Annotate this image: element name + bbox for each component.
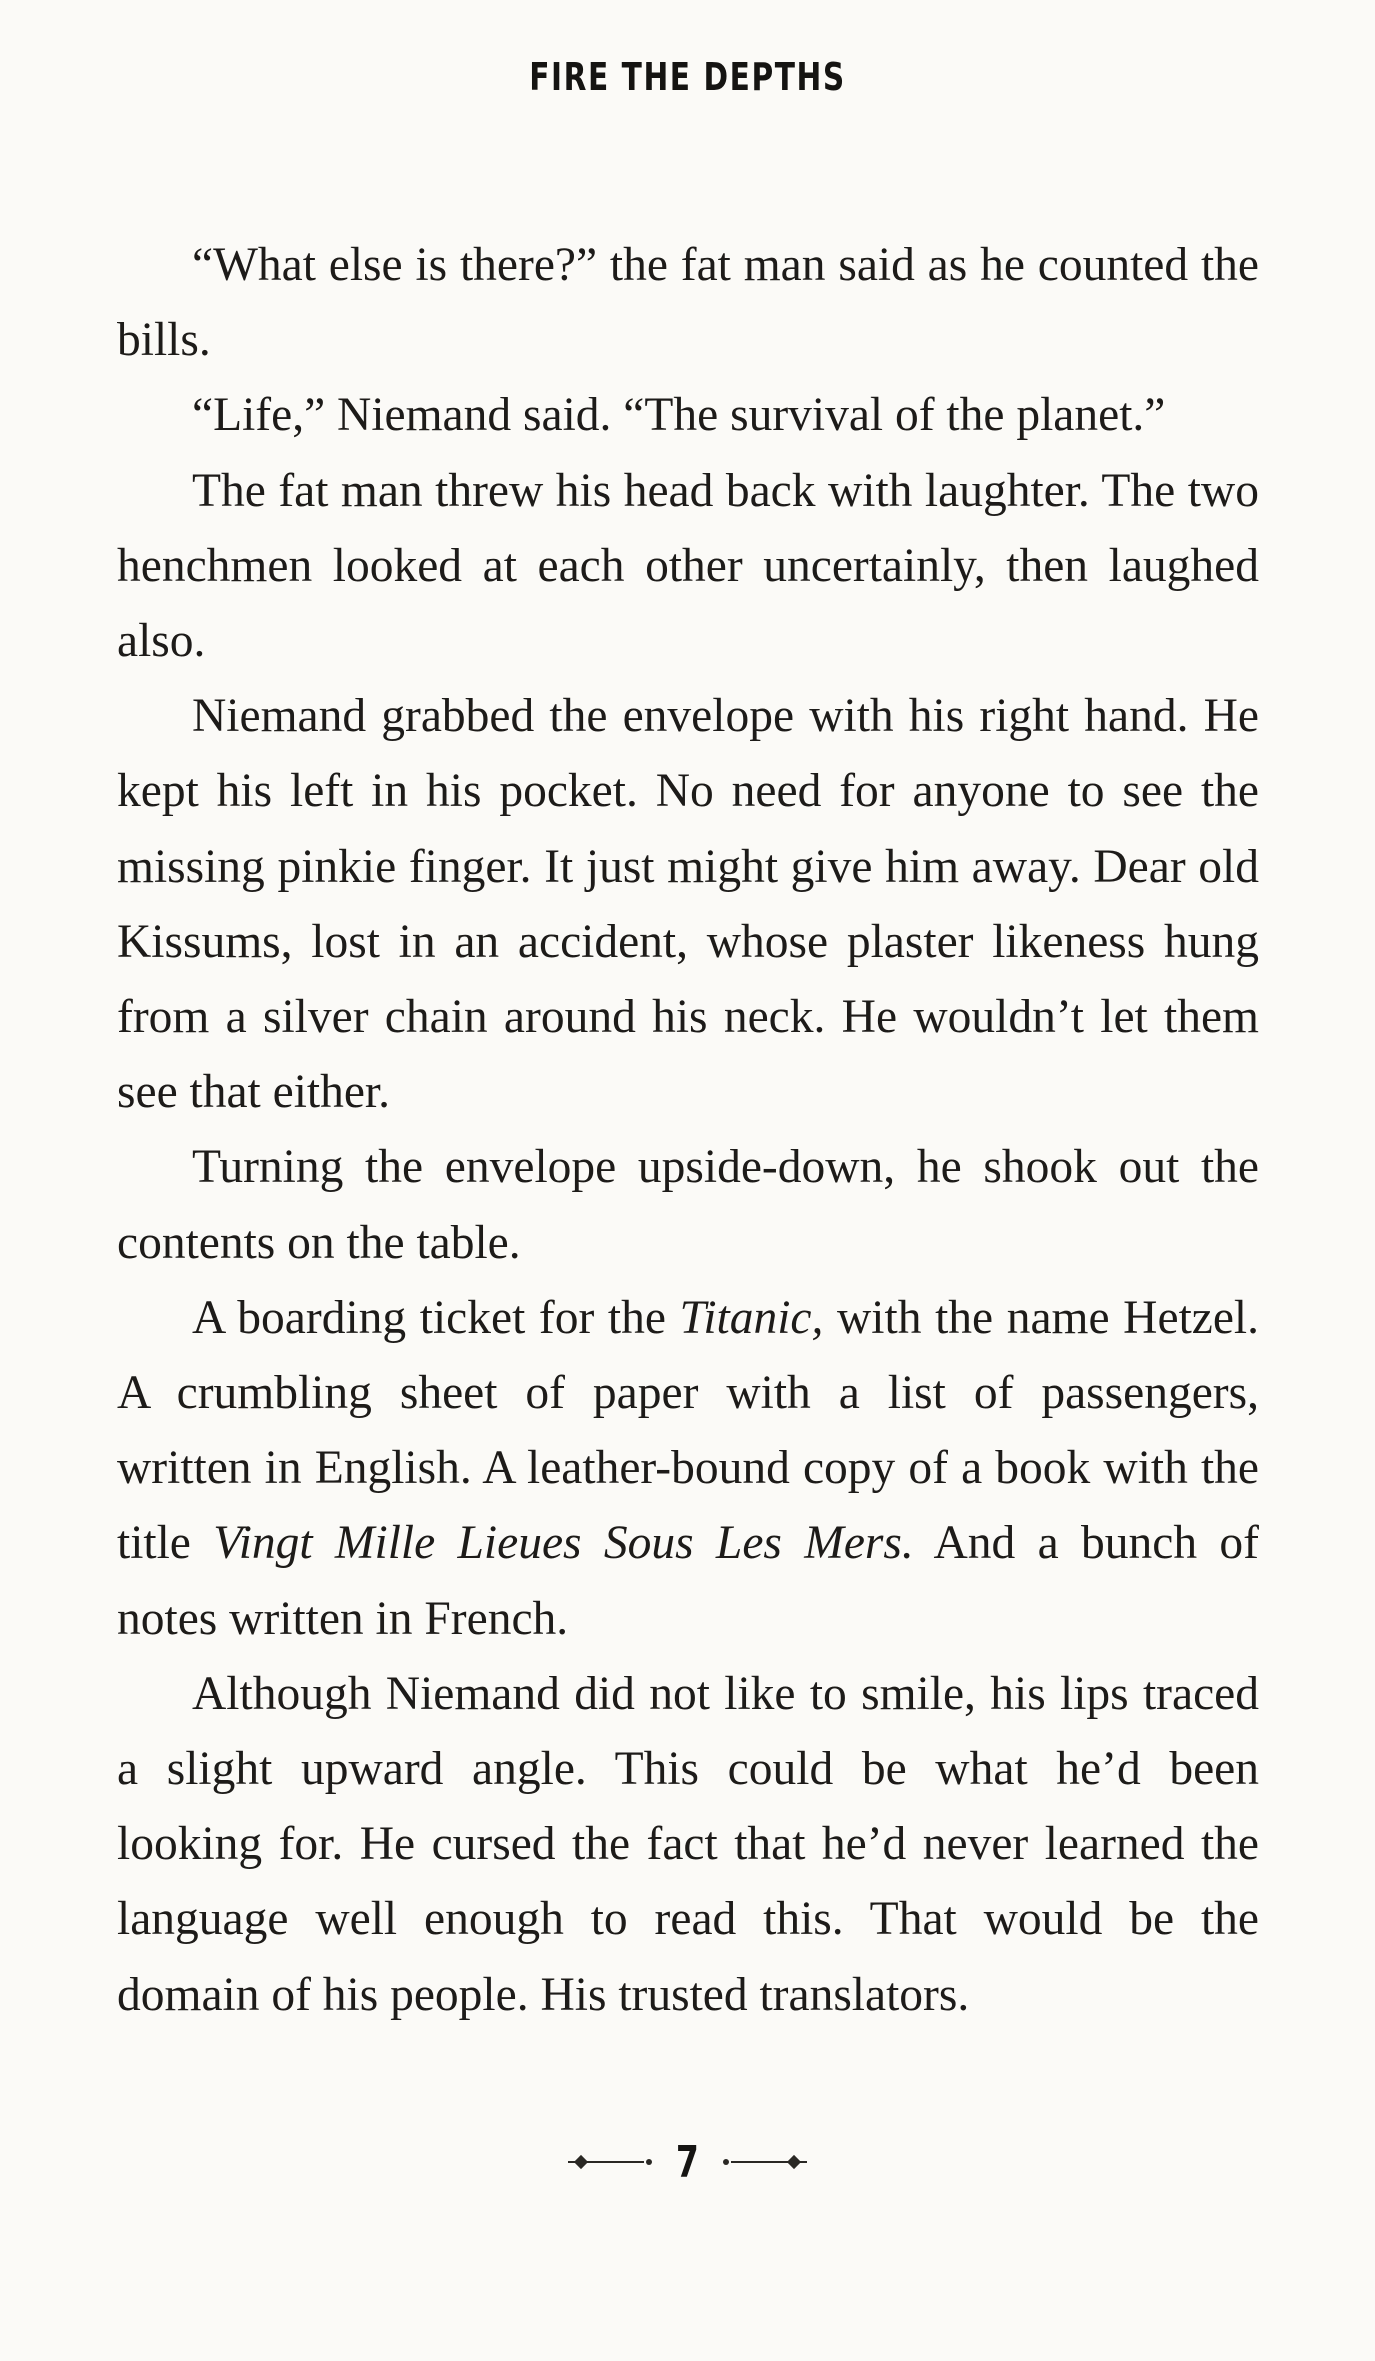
paragraph-6-part-3: And a bunch of notes written in French. [117,1517,1260,1645]
paragraph-7: Although Niemand did not like to smile, his lips traced a slight upward angle. This could be what he’d been looking for. He cursed the fact that he’d never learned the language well enough to read this. That would be the domain of his people. His trusted translators. [117,1667,1259,2021]
book-title-italic: Vingt Mille Lieues Sous Les Mers. [213,1517,914,1570]
paragraph-4: Niemand grabbed the envelope with his right hand. He kept his left in his pocket. No need for anyone to see the missing pinkie finger. It just might give him away. Dear old Kissums, lost in an accident, whose plaster likeness hung from a silver chain around his neck. He wouldn’t let them see that either. [117,690,1259,1119]
right-ornament-icon [725,2152,813,2172]
paragraph-6-part-2: with the name Hetzel. A crumbling sheet of paper with a list of passengers, written in English. A leather-bound copy of a book with the title [117,1291,1260,1570]
ship-name-italic: Titanic, [679,1291,824,1344]
left-ornament-icon [562,2152,650,2172]
body-text [117,228,1259,2033]
paragraph-1: “What else is there?” the fat man said as he counted the bills. [117,239,1259,367]
paragraph-5: Turning the envelope upside-down, he shook out the contents on the table. [117,1141,1259,1269]
paragraph-3: The fat man threw his head back with laughter. The two henchmen looked at each other uncertainly, then laughed also. [117,464,1259,668]
running-head-title: FIRE THE DEPTHS [529,55,846,99]
paragraph-6-part-1: A boarding ticket for the [192,1291,680,1344]
paragraph-6 [117,1281,1259,1657]
paragraph-2: “Life,” Niemand said. “The survival of the planet.” [192,389,1166,442]
page-folio [0,2132,1375,2192]
page-number: 7 [676,2136,699,2188]
